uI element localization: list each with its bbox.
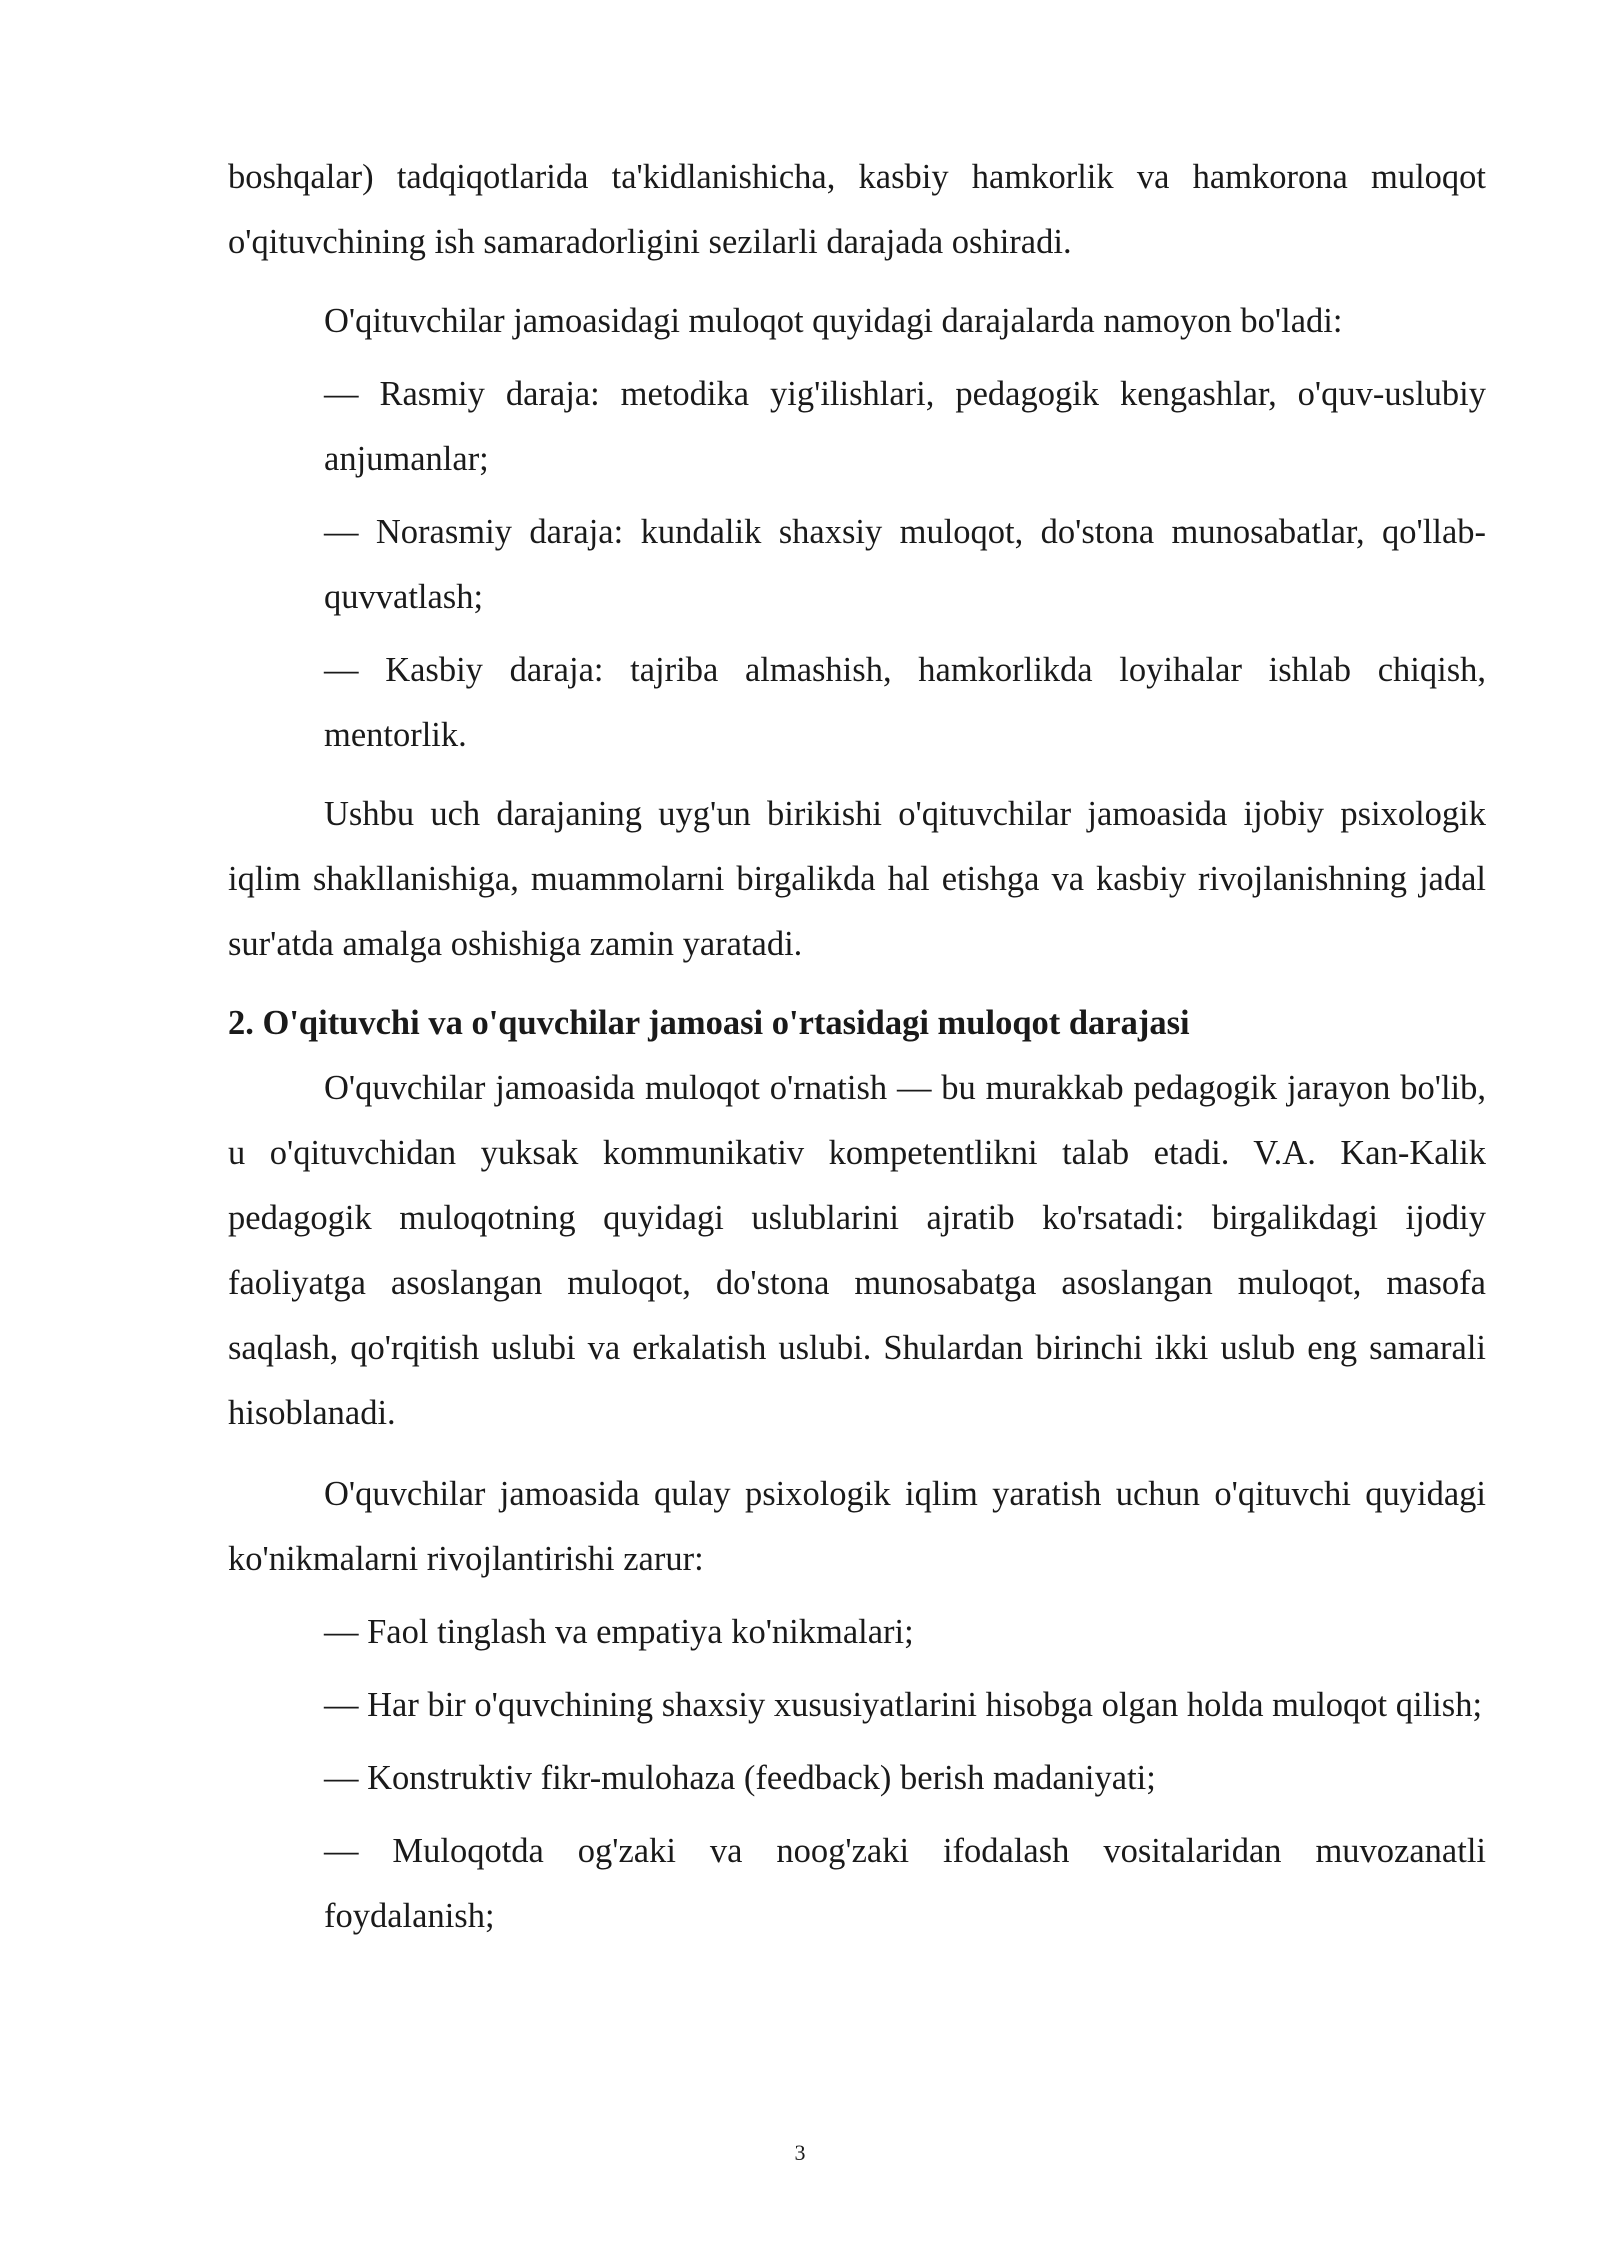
list-item-skill-active-listening: — Faol tinglash va empatiya ko'nikmalari; [324,1613,914,1651]
list-item-skill-feedback: — Konstruktiv fikr-mulohaza (feedback) berish madaniyati; [324,1759,1156,1797]
paragraph-continuation: boshqalar) tadqiqotlarida ta'kidlanishicha, kasbiy hamkorlik va hamkorona muloqot o'qituvchining ish samaradorligini sezilarli darajada oshiradi. [228,158,1486,261]
paragraph-skills-intro: O'quvchilar jamoasida qulay psixologik iqlim yaratish uchun o'qituvchi quyidagi ko'nikmalarni rivojlantirishi zarur: [228,1475,1486,1578]
paragraph-three-levels: Ushbu uch darajaning uyg'un birikishi o'qituvchilar jamoasida ijobiy psixologik iqlim shakllanishiga, muammolarni birgalikda hal etishga va kasbiy rivojlanishning jadal sur'atda amalga oshishiga zamin yaratadi. [228,795,1486,963]
paragraph-kankalik-styles: O'quvchilar jamoasida muloqot o'rnatish — bu murakkab pedagogik jarayon bo'lib, u o'qituvchidan yuksak kommunikativ kompetentlikni talab etadi. V.A. Kan-Kalik pedagogik muloqotning quyidagi uslublarini ajratib ko'rsatadi: birgalikdagi ijodiy faoliyatga asoslangan muloqot, do'stona munosabatga asoslangan muloqot, masofa saqlash, qo'rqitish uslubi va erkalatish uslubi. Shulardan birinchi ikki uslub eng samarali hisoblanadi. [228,1069,1486,1432]
paragraph-levels-intro: O'qituvchilar jamoasidagi muloqot quyidagi darajalarda namoyon bo'ladi: [324,302,1343,340]
list-item-level-informal: — Norasmiy daraja: kundalik shaxsiy muloqot, do'stona munosabatlar, qo'llab-quvvatlash; [324,513,1486,616]
list-item-level-official: — Rasmiy daraja: metodika yig'ilishlari, pedagogik kengashlar, o'quv-uslubiy anjumanlar; [324,375,1486,478]
list-item-skill-individual-approach: — Har bir o'quvchining shaxsiy xususiyatlarini hisobga olgan holda muloqot qilish; [324,1686,1483,1724]
page-body [228,145,1486,1949]
section-heading-2: 2. O'qituvchi va o'quvchilar jamoasi o'rtasidagi muloqot darajasi [228,1004,1190,1042]
page-number: 3 [794,2140,806,2165]
list-item-skill-verbal-nonverbal: — Muloqotda og'zaki va noog'zaki ifodalash vositalaridan muvozanatli foydalanish; [324,1832,1486,1935]
list-item-level-professional: — Kasbiy daraja: tajriba almashish, hamkorlikda loyihalar ishlab chiqish, mentorlik. [324,651,1486,754]
